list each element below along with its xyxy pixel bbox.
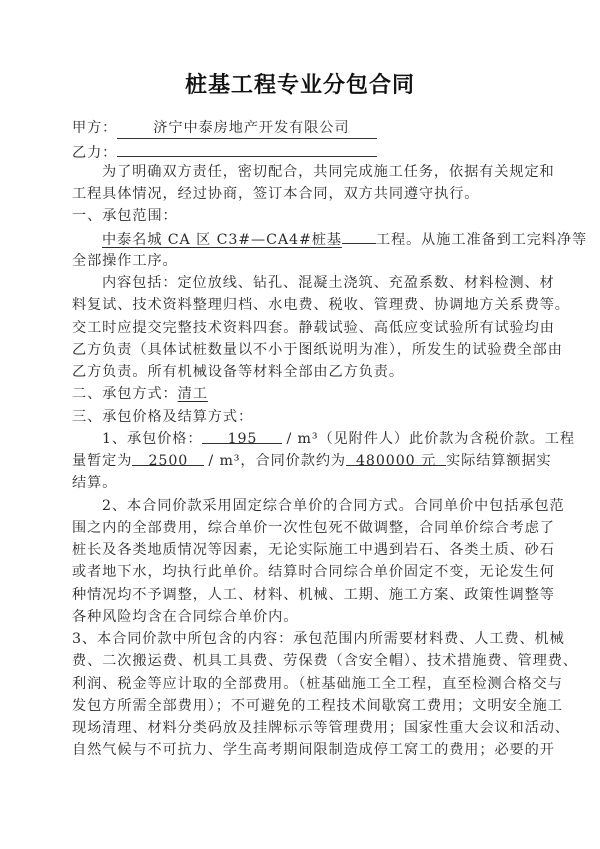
clause-3-line-1: 3、本合同价款中所包含的内容：承包范围内所需要材料费、人工费、机械 <box>72 631 565 647</box>
clause-2-line-1: 2、本合同价款采用固定综合单价的合同方式。合同单价中包括承包范 <box>102 498 565 514</box>
price-prefix: 1、承包价格： <box>102 431 203 447</box>
clause-3-line-5: 现场清理、材料分类码放及挂牌标示等管理费用；国家性重大会议和活动、 <box>72 720 570 736</box>
price-line-2 <box>72 451 552 471</box>
clause-3-line-3: 利润、税金等应计取的全部费用。（桩基础施工全工程，直至检测合格交与 <box>72 676 563 692</box>
unit-price-value: 195 <box>202 429 282 444</box>
section-2-value: 清工 <box>177 386 208 402</box>
section-1-heading: 一、承包范围： <box>72 208 178 224</box>
clause-2-line-5: 种情况均不予调整，人工、材料、机械、工期、施工方案、政策性调整等 <box>72 587 555 603</box>
quantity-value: 2500 <box>132 451 204 466</box>
intro-line-2: 工程具体情况，经过协商，签订本合同，双方共同遵守执行。 <box>72 186 480 202</box>
content-line-4: 乙方负责（具体试桩数量以不小于图纸说明为准），所发生的试验费全部由 <box>72 342 563 358</box>
scope-line-1 <box>72 229 588 250</box>
scope-rest: 工程。从施工准备到工完料净等 <box>375 232 588 248</box>
party-a-field <box>117 118 377 139</box>
party-b-label: 乙力： <box>72 145 118 161</box>
clause-2-line-6: 各种风险均含在合同综合单价内。 <box>72 609 299 625</box>
clause-2-line-2: 围之内的全部费用，综合单价一次性包死不做调整，合同单价综合考虑了 <box>72 520 555 536</box>
total-price-value: 480000 元 <box>346 451 446 466</box>
party-b-row <box>72 140 532 163</box>
quantity-suffix: 实际结算额据实 <box>446 453 552 469</box>
party-a-row <box>72 118 532 139</box>
party-b-field <box>117 140 377 157</box>
document-title: 桩基工程专业分包合同 <box>184 72 415 98</box>
intro-line-1: 为了明确双方责任，密切配合，共同完成施工任务，依据有关规定和 <box>102 164 555 180</box>
scope-project: 中泰名城 CA 区 C3#—CA4#桩基 <box>102 232 342 248</box>
scope-project-underline <box>342 229 376 244</box>
content-line-3: 交工时应提交完整技术资料四套。静载试验、高低应变试验所有试验均由 <box>72 320 555 336</box>
clause-3-line-6: 自然气候与不可抗力、学生高考期间限制造成停工窝工的费用；必要的开 <box>72 742 555 758</box>
party-a-label: 甲方： <box>72 120 118 136</box>
clause-3-line-4: 发包方所需全部费用）；不可避免的工程技术间歇窝工费用；文明安全施工 <box>72 698 563 714</box>
clause-3-line-2: 费、二次搬运费、机具工具费、劳保费（含安全帽）、技术措施费、管理费、 <box>72 653 578 669</box>
clause-2-line-4: 或者地下水，均执行此单价。结算时合同综合单价固定不变，无论发生何 <box>72 564 555 580</box>
section-3-heading: 三、承包价格及结算方式： <box>72 409 254 425</box>
section-2-row <box>72 384 532 404</box>
party-a-value: 济宁中泰房地产开发有限公司 <box>153 120 350 136</box>
scope-line-2: 全部操作工序。 <box>72 253 178 269</box>
price-line-3: 结算。 <box>72 475 118 491</box>
content-line-1: 内容包括：定位放线、钻孔、混凝土浇筑、充盈系数、材料检测、材 <box>102 275 555 291</box>
content-line-2: 料复试、技术资料整理归档、水电费、税收、管理费、协调地方关系费等。 <box>72 297 570 313</box>
clause-2-line-3: 桩长及各类地质情况等因素，无论实际施工中遇到岩石、各类土质、砂石 <box>72 542 555 558</box>
price-line-1 <box>72 429 575 449</box>
content-line-5: 乙方负责。所有机械设备等材料全部由乙方负责。 <box>72 364 404 380</box>
price-unit-text: / m³（见附件人）此价款为含税价款。工程 <box>286 431 575 447</box>
quantity-mid-text: / m³，合同价款约为 <box>208 453 347 469</box>
quantity-prefix: 量暂定为 <box>72 453 133 469</box>
section-2-label: 二、承包方式： <box>72 386 178 402</box>
